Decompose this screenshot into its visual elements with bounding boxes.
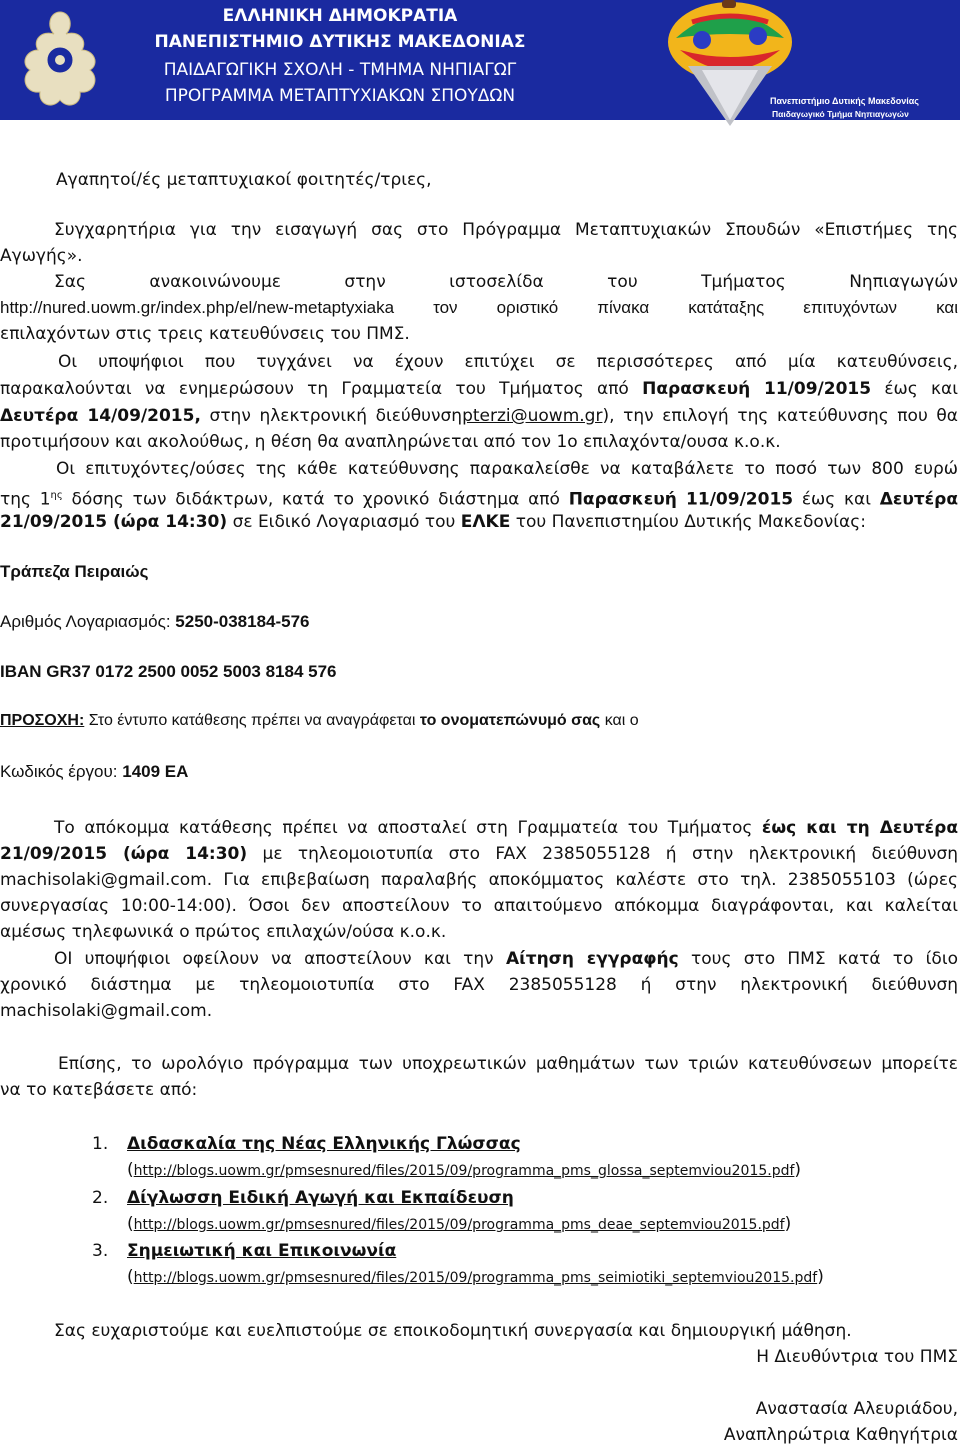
p1-line-4-text: τον οριστικό πίνακα κατάταξης επιτυχόντων και [433,298,958,317]
p1-line-4 [0,295,958,321]
p4-line-1-b: έως και τη Δευτέρα [761,818,958,838]
course-number: 3. [92,1241,109,1261]
p3-line-1: Οι επιτυχόντες/ούσες της κάθε κατεύθυνσης παρακαλείσθε να καταβάλετε το ποσό των 800 ευρώ [56,459,958,479]
p3-date-start: Παρασκευή 11/09/2015 [568,489,794,510]
p2-line-4: προτιμήσουν και ακολούθως, η θέση θα αναπληρώνεται από τον 1ο επιλαχόντα/ουσα κ.ο.κ. [0,432,781,452]
p5-line-2: χρονικό διάστημα με τηλεομοιοτυπία στο FAX 2385055128 ή στην ηλεκτρονική διεύθυνση [0,975,958,995]
p6-line-2: να το κατεβάσετε από: [0,1080,198,1100]
course-title: Σημειωτική και Επικοινωνία [127,1241,397,1261]
header-line-3: ΠΑΙΔΑΓΩΓΙΚΗ ΣΧΟΛΗ - ΤΜΗΜΑ ΝΗΠΙΑΓΩΓ [163,60,517,80]
header-line-2: ΠΑΝΕΠΙΣΤΗΜΙΟ ΔΥΤΙΚΗΣ ΜΑΚΕΔΟΝΙΑΣ [154,32,526,52]
p6-line-1: Επίσης, το ωρολόγιο πρόγραμμα των υποχρεωτικών μαθημάτων των τριών κατευθύνσεων μπορείτε [58,1054,958,1074]
account-number: 5250-038184-576 [175,612,310,631]
p2-line-3-d: ), την επιλογή της κατεύθυνσης που θα [602,406,959,426]
p3-date-end: 21/09/2015 (ώρα 14:30) [0,512,228,532]
course-url-line: (http://blogs.uowm.gr/pmsesnured/files/2015/09/programma_pms_glossa_septemviou2015.pdf) [127,1160,802,1180]
closing: Σας ευχαριστούμε και ευελπιστούμε σε εποικοδομητική συνεργασία και δημιουργική μάθηση. [54,1321,852,1341]
p2-line-2-c: έως και [884,379,959,399]
course-title: Δίγλωσση Ειδική Αγωγή και Εκπαίδευση [127,1188,514,1208]
p3-line-3-b: σε Ειδικό Λογαριασμό του [232,512,456,532]
course-url-line: (http://blogs.uowm.gr/pmsesnured/files/2015/09/programma_pms_deae_septemviou2015.pdf) [127,1214,792,1234]
p4-line-4: συνεργασίας 10:00-14:00). Όσοι δεν αποστείλουν το απαιτούμενο απόκομμα διαγράφονται, και καλείται [0,896,958,916]
p3-line-2-a: της 1 [0,489,51,510]
p3-line-2-d: έως και [801,489,871,510]
account-label: Αριθμός Λογαριασμός: [0,612,171,631]
attention-line [0,712,639,730]
header-line-4: ΠΡΟΓΡΑΜΜΑ ΜΕΤΑΠΤΥΧΙΑΚΩΝ ΣΠΟΥΔΩΝ [164,86,516,106]
p4-line-5: αμέσως τηλεφωνικά ο πρώτος επιλαχών/ούσα κ.ο.κ. [0,922,447,942]
p4-line-1 [54,815,958,841]
signature-role: Η Διευθύντρια του ΠΜΣ [756,1347,958,1367]
course-url-line: (http://blogs.uowm.gr/pmsesnured/files/2015/09/programma_pms_seimiotiki_septemviou2015.pdf) [127,1267,824,1287]
p3-line-2-b: δόσης των διδάκτρων, κατά το χρονικό διάστημα από [71,489,560,510]
p2-date-start: Παρασκευή 11/09/2015 [642,379,872,399]
attention-b: το ονοματεπώνυμό σας [419,712,601,729]
code-label: Κωδικός έργου: [0,762,118,781]
signature-title: Αναπληρώτρια Καθηγήτρια [723,1425,958,1445]
nured-link[interactable]: http://nured.uowm.gr/index.php/el/new-metaptyxiaka [0,298,395,317]
greeting: Αγαπητοί/ές μεταπτυχιακοί φοιτητές/τριες, [56,170,432,190]
p4-line-2-b: με τηλεομοιοτυπία στο FAX 2385055128 ή στην ηλεκτρονική διεύθυνση [262,844,958,864]
p2-line-2 [0,376,958,402]
bank-iban: IBAN GR37 0172 2500 0052 5003 8184 576 [0,662,337,681]
course-url-link[interactable]: http://blogs.uowm.gr/pmsesnured/files/2015/09/programma_pms_glossa_septemviou2015.pdf [133,1163,795,1179]
p4-line-1-a: Το απόκομμα κατάθεσης πρέπει να αποσταλεί στη Γραμματεία του Τμήματος [54,818,753,838]
p5-line-1 [54,946,958,972]
p3-day-end: Δευτέρα [879,489,958,510]
p3-line-3 [0,509,958,535]
spinning-top-logo-icon [662,0,960,128]
course-url-link[interactable]: http://blogs.uowm.gr/pmsesnured/files/2015/09/programma_pms_seimiotiki_septemviou2015.pdf [133,1270,818,1286]
signature-name: Αναστασία Αλευριάδου, [755,1399,958,1419]
p2-line-3 [0,403,958,429]
logo-line-2: Παιδαγωγικό Τμήμα Νηπιαγωγών [772,109,909,119]
p2-date-end: Δευτέρα 14/09/2015, [0,406,201,426]
p1-line-1: Συγχαρητήρια για την εισαγωγή σας στο Πρόγραμμα Μεταπτυχιακών Σπουδών «Επιστήμες της [54,220,958,240]
logo-line-1: Πανεπιστήμιο Δυτικής Μακεδονίας [770,96,919,106]
p5-line-3: machisolaki@gmail.com. [0,1001,213,1021]
p5-application: Αίτηση εγγραφής [505,949,679,969]
header-line-1: ΕΛΛΗΝΙΚΗ ΔΗΜΟΚΡΑΤΙΑ [222,6,458,26]
p1-line-2: Αγωγής». [0,246,83,266]
p3-elke: ΕΛΚΕ [460,512,511,532]
p3-sup: ης [50,490,63,501]
p2-line-1: Οι υποψήφιοι που τυγχάνει να έχουν επιτύχει σε περισσότερες από μία κατευθύνσεις, [58,352,958,372]
p2-line-3-b: στην ηλεκτρονική διεύθυνση [209,406,463,426]
p2-line-2-a: παρακαλούνται να ενημερώσουν τη Γραμματεία του Τμήματος από [0,379,629,399]
p5-line-1-a: ΟΙ υποψήφιοι οφείλουν να αποστείλουν και την [54,949,494,969]
course-title: Διδασκαλία της Νέας Ελληνικής Γλώσσας [127,1134,521,1154]
bank-account [0,612,310,632]
course-number: 2. [92,1188,109,1208]
course-number: 1. [92,1134,109,1154]
p4-line-2 [0,841,958,867]
pterzi-email-link[interactable]: pterzi@uowm.gr [462,406,603,426]
attention-a: Στο έντυπο κατάθεσης πρέπει να αναγράφεται [88,712,416,729]
attention-c: και ο [604,712,639,729]
attention-label: ΠΡΟΣΟΧΗ: [0,712,85,729]
bank-name: Τράπεζα Πειραιώς [0,562,149,581]
p4-date: 21/09/2015 (ώρα 14:30) [0,844,248,864]
p3-line-3-d: του Πανεπιστημίου Δυτικής Μακεδονίας: [515,512,866,532]
p1-line-3: Σας ανακοινώνουμε στην ιστοσελίδα του Τμήματος Νηπιαγωγών [54,272,958,292]
p1-line-5: επιλαχόντων στις τρεις κατευθύνσεις του ΠΜΣ. [0,324,410,344]
code-value: 1409 ΕΑ [122,762,189,781]
p4-line-3: machisolaki@gmail.com. Για επιβεβαίωση παραλαβής αποκόμματος καλέστε στο τηλ. 2385055103 (ώρες [0,870,958,890]
p5-line-1-c: τους στο ΠΜΣ κατά το ίδιο [691,949,958,969]
project-code [0,762,188,782]
course-url-link[interactable]: http://blogs.uowm.gr/pmsesnured/files/2015/09/programma_pms_deae_septemviou2015.pdf [133,1217,785,1233]
